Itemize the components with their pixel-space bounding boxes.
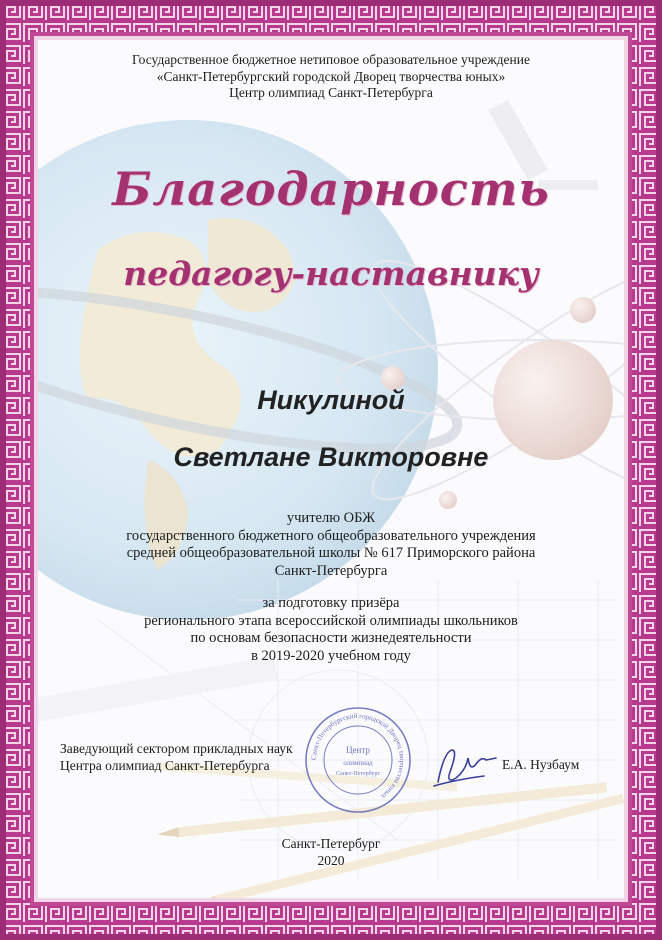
stamp-center-line-2: олимпиад [343, 759, 373, 767]
place-and-date [38, 835, 624, 869]
certificate-title: Благодарность [112, 162, 550, 216]
issuer-line-1: Государственное бюджетное нетиповое образовательное учреждение [132, 52, 530, 67]
recipient-line-4: Санкт-Петербурга [274, 562, 388, 579]
award-reason [38, 595, 624, 665]
recipient-line-2: государственного бюджетного общеобразовательного учреждения [126, 527, 536, 544]
signatory-position [60, 740, 293, 774]
footer-year: 2020 [317, 853, 345, 868]
recipient-given-name: Светлане Викторовне [173, 442, 489, 472]
reason-line-4: в 2019-2020 учебном году [251, 647, 411, 664]
signatory-name: Е.А. Нузбаум [502, 757, 580, 772]
recipient-line-1: учителю ОБЖ [286, 510, 376, 526]
signatory-line-2: Центра олимпиад Санкт-Петербурга [60, 758, 270, 773]
handwritten-signature [430, 742, 500, 792]
reason-line-2: регионального этапа всероссийской олимпиады школьников [144, 612, 518, 629]
issuer-line-2: «Санкт-Петербургский городской Дворец творчества юных» [156, 68, 506, 84]
signatory-line-1: Заведующий сектором прикладных наук [60, 741, 293, 756]
reason-line-3: по основам безопасности жизнедеятельности [190, 630, 472, 646]
stamp-center-line-3: Санкт-Петербург [336, 771, 380, 777]
reason-line-1: за подготовку призёра [262, 595, 400, 611]
recipient-details [38, 510, 624, 580]
issuer-line-3: Центр олимпиад Санкт-Петербурга [229, 85, 433, 100]
official-stamp [303, 705, 413, 815]
stamp-center-line-1: Центр [346, 745, 370, 755]
issuer-header [38, 52, 624, 102]
certificate-body [38, 40, 624, 898]
recipient-surname: Никулиной [257, 385, 405, 415]
stamp-ring-text: Санкт-Петербургский городской Дворец творчества юных [309, 711, 407, 801]
recipient-line-3: средней общеобразовательной школы № 617 Приморского района [126, 545, 536, 561]
certificate-subtitle: педагогу-наставнику [123, 254, 539, 293]
footer-city: Санкт-Петербург [281, 836, 381, 851]
